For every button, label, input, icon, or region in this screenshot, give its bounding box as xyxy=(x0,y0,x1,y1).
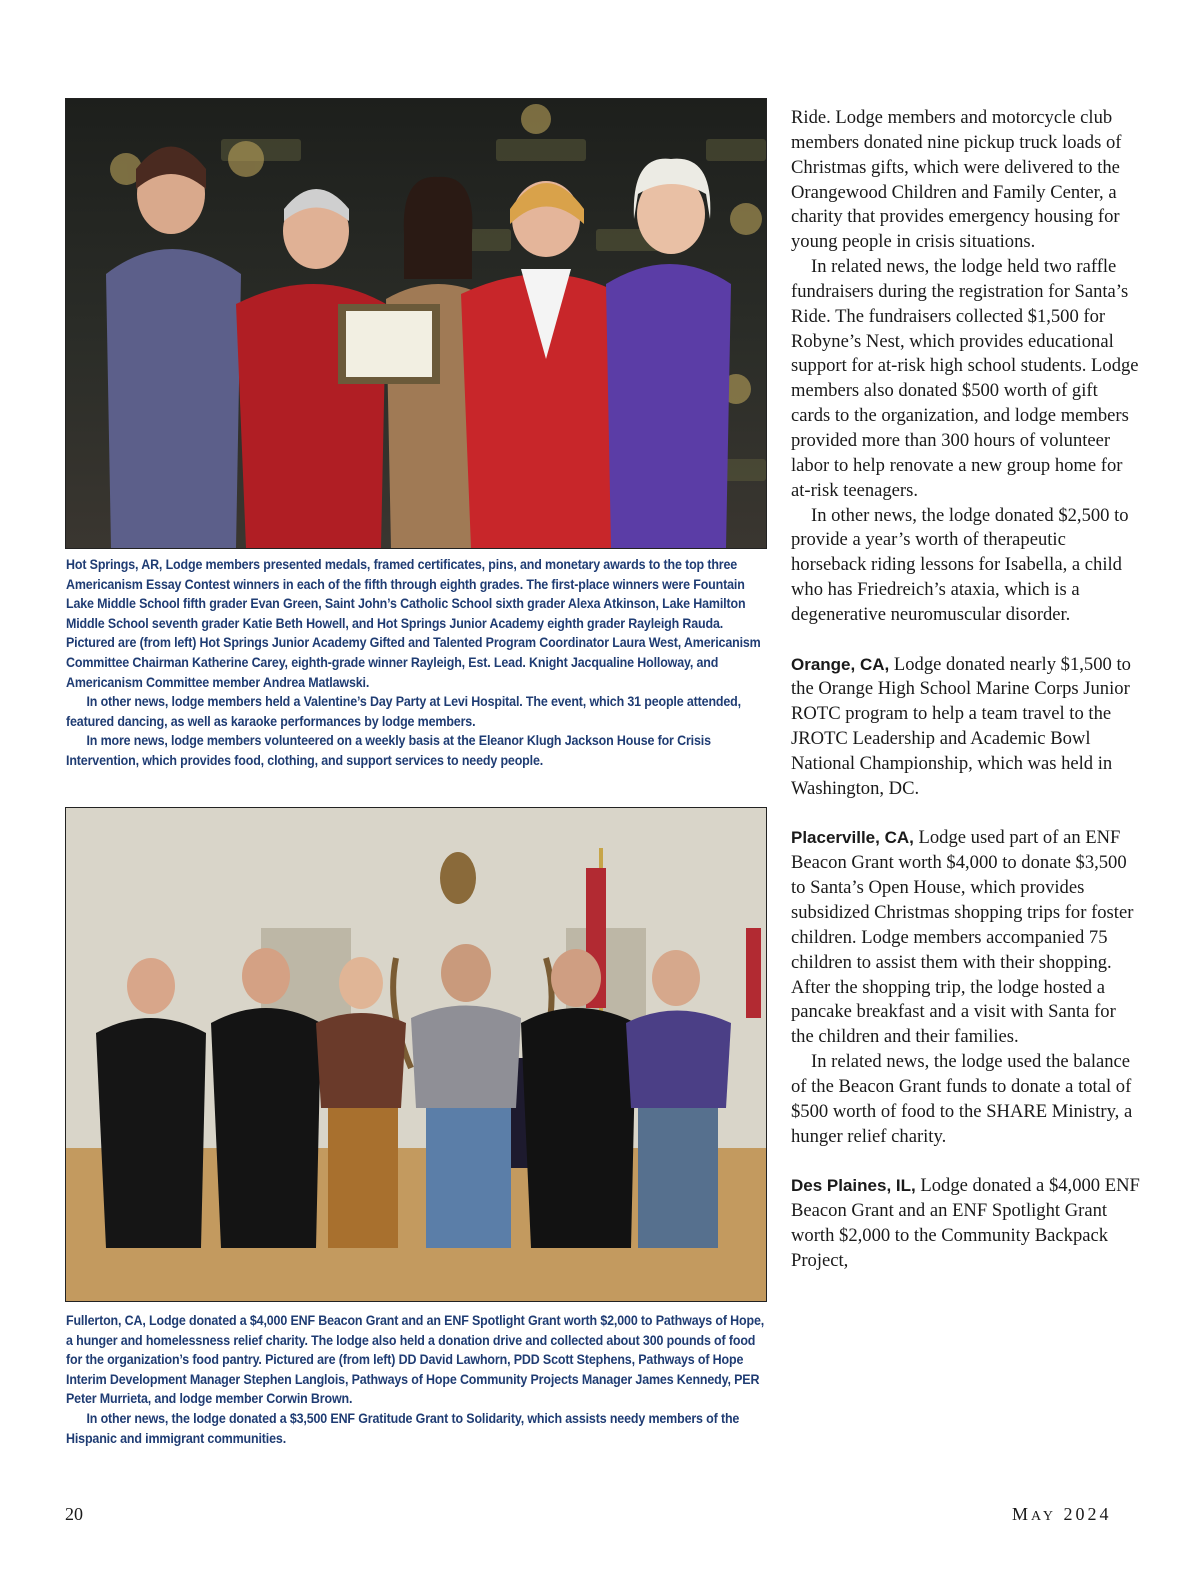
caption-text: Lodge donated a $4,000 ENF Beacon Grant and an ENF Spotlight Grant worth $2,000 to Pathways of Hope, a hunger and homelessness relief charity. The lodge also held a donation drive and collected about 300 pounds of food for the organization’s food pantry. Pictured are (from left) DD David Lawhorn, PDD Scott Stephens, Pathways of Hope Interim Development Manager Stephen Langlois, Pathways of Hope Community Projects Manager James Kennedy, PER Peter Murrieta, and lodge member Corwin Brown. xyxy=(66,1313,765,1407)
photo-hot-springs-illustration xyxy=(66,99,766,548)
article-entry-placerville xyxy=(791,826,1141,1050)
caption-hot-springs xyxy=(66,555,765,771)
caption-paragraph: In more news, lodge members volunteered on a weekly basis at the Eleanor Klugh Jackson House for Crisis Intervention, which provides food, clothing, and support services to needy people. xyxy=(66,733,711,768)
article-paragraph: In related news, the lodge held two raffle fundraisers during the registration for Santa’s Ride. The fundraisers collected $1,500 for Robyne’s Nest, which provides educational support for at-risk high school students. Lodge members also donated $500 worth of gift cards to the organization, and lodge members provided more than 300 hours of volunteer labor to help renovate a new group home for at-risk teenagers. xyxy=(791,256,1139,501)
issue-date xyxy=(1012,1504,1111,1525)
issue-month-initial: M xyxy=(1012,1504,1032,1524)
entry-body: Lodge used part of an ENF Beacon Grant worth $4,000 to donate $3,500 to Santa’s Open House, which provides subsidized Christmas shopping trips for foster children. Lodge members accompanied 75 children to assist them with their shopping. After the shopping trip, the lodge hosted a pancake breakfast and a visit with Santa for the children and their families. xyxy=(791,827,1134,1048)
caption-paragraph: In other news, lodge members held a Valentine’s Day Party at Levi Hospital. The event, which 31 people attended, featured dancing, as well as karaoke performances by lodge members. xyxy=(66,694,741,729)
issue-year: 2024 xyxy=(1063,1504,1112,1524)
caption-lead: Hot Springs, AR, xyxy=(66,557,163,572)
photo-hot-springs xyxy=(65,98,767,549)
entry-heading: Des Plaines, IL, xyxy=(791,1176,916,1196)
entry-heading: Orange, CA, xyxy=(791,654,890,674)
entry-body: Lodge donated nearly $1,500 to the Orange High School Marine Corps Junior ROTC program to help a team travel to the JROTC Leadership and Academic Bowl National Championship, which was held in Washington, DC. xyxy=(791,653,1131,799)
article-entry-orange xyxy=(791,653,1141,802)
photo-fullerton xyxy=(65,807,767,1302)
photo-fullerton-illustration xyxy=(66,808,766,1301)
caption-paragraph: In other news, the lodge donated a $3,500 ENF Gratitude Grant to Solidarity, which assists needy members of the Hispanic and immigrant communities. xyxy=(66,1410,740,1446)
article-entry-des-plaines xyxy=(791,1174,1141,1273)
article-paragraph: In other news, the lodge donated $2,500 to provide a year’s worth of therapeutic horseback riding lessons for Isabella, a child who has Friedreich’s ataxia, which is a degenerative neuromuscular disorder. xyxy=(791,504,1129,625)
issue-month-rest: AY xyxy=(1031,1509,1056,1524)
page-number: 20 xyxy=(65,1504,83,1524)
entry-heading: Placerville, CA, xyxy=(791,828,914,848)
caption-text: Lodge members presented medals, framed certificates, pins, and monetary awards to the top three Americanism Essay Contest winners in each of the fifth through eighth grades. The first-place winners were Fountain Lake Middle School fifth grader Evan Green, Saint John’s Catholic School sixth grader Alexa Atkinson, Lake Hamilton Middle School seventh grader Katie Beth Howell, and Hot Springs Junior Academy eighth grader Rayleigh Rauda. Pictured are (from left) Hot Springs Junior Academy Gifted and Talented Program Coordinator Laura West, Americanism Committee Chairman Katherine Carey, eighth-grade winner Rayleigh, Est. Lead. Knight Jacqualine Holloway, and Americanism Committee member Andrea Matlawski. xyxy=(66,557,761,690)
article-column xyxy=(791,106,1141,1274)
caption-lead: Fullerton, CA, xyxy=(66,1313,146,1328)
article-paragraph: In related news, the lodge used the balance of the Beacon Grant funds to donate a total of $500 worth of food to the SHARE Ministry, a hunger relief charity. xyxy=(791,1051,1133,1147)
caption-fullerton xyxy=(66,1311,765,1448)
article-paragraph: Ride. Lodge members and motorcycle club members donated nine pickup truck loads of Christmas gifts, which were delivered to the Orangewood Children and Family Center, a charity that provides emergency housing for young people in crisis situations. xyxy=(791,107,1122,253)
entry-body: Lodge donated a $4,000 ENF Beacon Grant and an ENF Spotlight Grant worth $2,000 to the Community Backpack Project, xyxy=(791,1175,1140,1271)
